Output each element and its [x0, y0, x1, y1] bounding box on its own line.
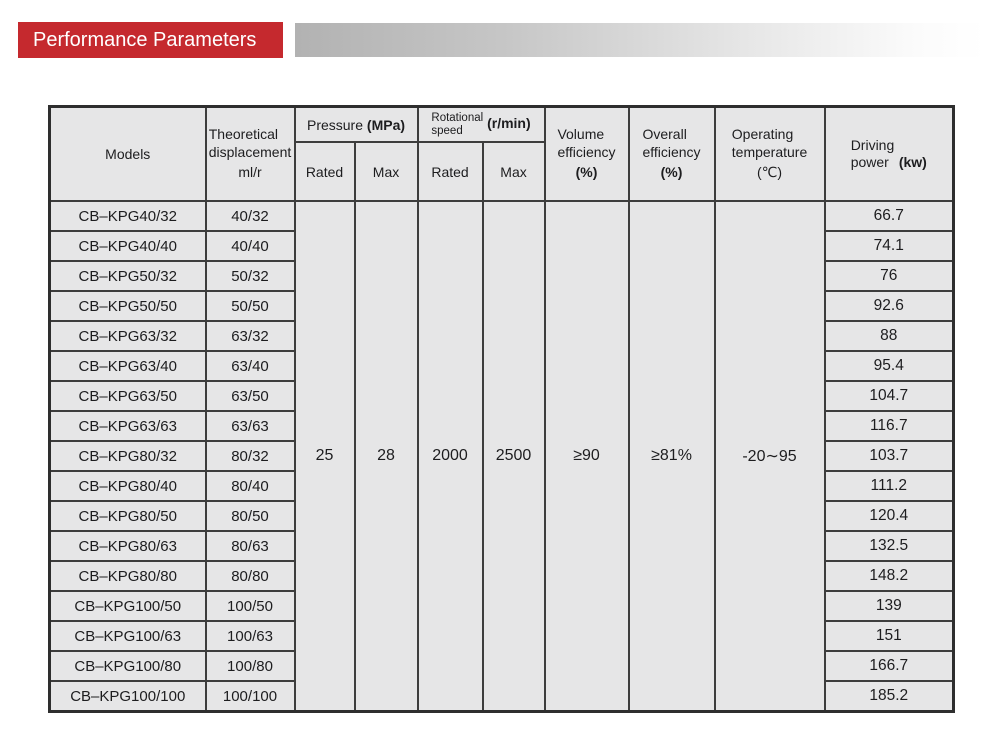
speed-unit: (r/min): [487, 115, 531, 132]
displacement-cell: 63/50: [206, 381, 295, 411]
performance-table-container: [48, 105, 952, 713]
displacement-cell: 100/100: [206, 681, 295, 712]
displacement-cell: 80/80: [206, 561, 295, 591]
model-cell: CB–KPG63/40: [50, 351, 206, 381]
driving-power-cell: 76: [825, 261, 954, 291]
col-header-pressure-max: Max: [355, 142, 418, 201]
displacement-cell: 40/40: [206, 231, 295, 261]
driving-power-cell: 66.7: [825, 201, 954, 231]
operating-unit: (℃): [756, 164, 783, 181]
displacement-cell: 100/80: [206, 651, 295, 681]
pressure-unit: (MPa): [366, 116, 406, 133]
driving-power-cell: 74.1: [825, 231, 954, 261]
model-cell: CB–KPG50/50: [50, 291, 206, 321]
section-title: Performance Parameters: [33, 29, 257, 51]
driving-power-cell: 166.7: [825, 651, 954, 681]
merged-speed-max-cell: 2500: [483, 201, 545, 712]
displacement-cell: 80/32: [206, 441, 295, 471]
model-cell: CB–KPG100/50: [50, 591, 206, 621]
displacement-cell: 100/50: [206, 591, 295, 621]
displacement-cell: 63/32: [206, 321, 295, 351]
col-header-pressure-rated: Rated: [295, 142, 355, 201]
section-title-banner: [18, 22, 283, 58]
driving-power-cell: 151: [825, 621, 954, 651]
volume-label-line1: Volume: [557, 126, 605, 143]
displacement-label-line1: Theoretical: [208, 126, 279, 143]
displacement-cell: 50/50: [206, 291, 295, 321]
col-header-displacement: [206, 107, 295, 202]
driving-power-cell: 111.2: [825, 471, 954, 501]
col-header-overall-efficiency: [629, 107, 715, 202]
overall-label-line1: Overall: [642, 126, 687, 143]
model-cell: CB–KPG40/40: [50, 231, 206, 261]
overall-label-line2: efficiency: [642, 143, 701, 160]
model-cell: CB–KPG80/32: [50, 441, 206, 471]
driving-unit: (kw): [898, 154, 927, 170]
model-cell: CB–KPG50/32: [50, 261, 206, 291]
driving-power-cell: 116.7: [825, 411, 954, 441]
driving-label-line2: power: [850, 154, 889, 170]
col-header-models: [50, 107, 206, 202]
merged-pressure-max-cell: 28: [355, 201, 418, 712]
driving-power-cell: 103.7: [825, 441, 954, 471]
col-header-driving-power: [825, 107, 954, 202]
model-cell: CB–KPG80/63: [50, 531, 206, 561]
operating-label-line2: temperature: [731, 143, 808, 160]
driving-power-cell: 95.4: [825, 351, 954, 381]
merged-operating-temperature-cell: -20∼95: [715, 201, 825, 712]
driving-power-cell: 104.7: [825, 381, 954, 411]
displacement-cell: 80/40: [206, 471, 295, 501]
displacement-unit: ml/r: [238, 164, 262, 181]
table-body: [50, 201, 954, 712]
volume-unit: (%): [575, 164, 598, 181]
models-label: Models: [105, 146, 151, 162]
displacement-cell: 80/63: [206, 531, 295, 561]
driving-power-cell: 132.5: [825, 531, 954, 561]
model-cell: CB–KPG80/50: [50, 501, 206, 531]
model-cell: CB–KPG100/80: [50, 651, 206, 681]
displacement-cell: 100/63: [206, 621, 295, 651]
model-cell: CB–KPG80/40: [50, 471, 206, 501]
model-cell: CB–KPG100/63: [50, 621, 206, 651]
model-cell: CB–KPG100/100: [50, 681, 206, 712]
driving-power-cell: 88: [825, 321, 954, 351]
col-header-volume-efficiency: [545, 107, 629, 202]
displacement-cell: 50/32: [206, 261, 295, 291]
displacement-label-line2: displacement: [208, 143, 292, 160]
model-cell: CB–KPG63/50: [50, 381, 206, 411]
displacement-cell: 63/63: [206, 411, 295, 441]
col-header-operating-temperature: [715, 107, 825, 202]
driving-power-cell: 185.2: [825, 681, 954, 712]
pressure-label: Pressure: [306, 116, 364, 133]
operating-label-line1: Operating: [731, 126, 794, 143]
displacement-cell: 63/40: [206, 351, 295, 381]
merged-pressure-rated-cell: 25: [295, 201, 355, 712]
speed-label-line1: Rotational: [431, 112, 484, 125]
header-row-1: [50, 107, 954, 143]
model-cell: CB–KPG80/80: [50, 561, 206, 591]
performance-table: [48, 105, 955, 713]
volume-label-line2: efficiency: [557, 143, 616, 160]
driving-power-cell: 92.6: [825, 291, 954, 321]
displacement-cell: 40/32: [206, 201, 295, 231]
speed-label-line2: speed: [431, 124, 463, 137]
merged-volume-efficiency-cell: ≥90: [545, 201, 629, 712]
table-header: [50, 107, 954, 202]
driving-power-cell: 148.2: [825, 561, 954, 591]
model-cell: CB–KPG63/32: [50, 321, 206, 351]
col-header-speed-rated: Rated: [418, 142, 483, 201]
displacement-cell: 80/50: [206, 501, 295, 531]
driving-power-cell: 120.4: [825, 501, 954, 531]
col-header-speed: [418, 107, 545, 143]
model-cell: CB–KPG40/32: [50, 201, 206, 231]
table-row: [50, 201, 954, 231]
driving-power-cell: 139: [825, 591, 954, 621]
overall-unit: (%): [660, 164, 683, 181]
merged-speed-rated-cell: 2000: [418, 201, 483, 712]
col-header-pressure: [295, 107, 418, 143]
driving-label-line1: Driving: [850, 136, 895, 153]
merged-overall-efficiency-cell: ≥81%: [629, 201, 715, 712]
banner-gradient-bar: [295, 23, 985, 57]
model-cell: CB–KPG63/63: [50, 411, 206, 441]
col-header-speed-max: Max: [483, 142, 545, 201]
